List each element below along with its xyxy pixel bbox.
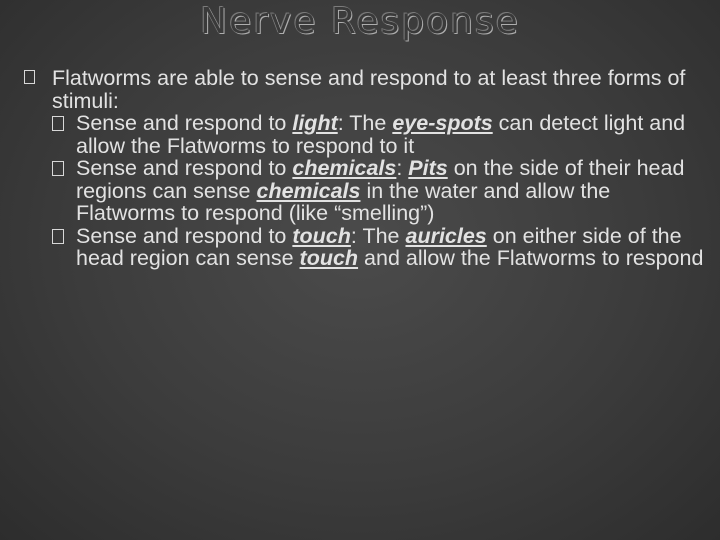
item-after-stimulus: : The bbox=[350, 223, 406, 248]
item-rest: in the water and allow the Flatworms to respond (like “smelling”) bbox=[76, 178, 611, 225]
organ-auricles: auricles bbox=[405, 223, 487, 248]
item-middle: on either side of the head region can sense bbox=[76, 223, 682, 270]
stimulus-light: light bbox=[292, 111, 338, 135]
sub-bullet-light bbox=[52, 112, 704, 157]
square-bullet-icon bbox=[24, 70, 35, 84]
stimulus-touch: touch bbox=[292, 223, 351, 248]
item-after-stimulus: : bbox=[396, 156, 409, 180]
intro-text: Flatworms are able to sense and respond to at least three forms of stimuli: bbox=[52, 66, 686, 113]
square-bullet-icon bbox=[52, 161, 64, 176]
slide-title: Nerve Response bbox=[200, 1, 520, 42]
item-middle: on the side of their head regions can sense bbox=[76, 156, 685, 203]
square-bullet-icon bbox=[52, 116, 64, 131]
item-rest: and allow the Flatworms to respond bbox=[358, 246, 704, 270]
stimulus-chemicals: chemicals bbox=[292, 156, 397, 180]
item-prefix: Sense and respond to bbox=[76, 223, 293, 248]
slide-body bbox=[24, 67, 704, 270]
organ-eye-spots: eye-spots bbox=[392, 111, 493, 135]
sub-bullet-chemicals bbox=[52, 157, 704, 225]
keyword-touch: touch bbox=[299, 246, 359, 270]
keyword-chemicals: chemicals bbox=[256, 178, 361, 203]
item-after-stimulus: : The bbox=[337, 111, 393, 135]
sub-bullet-touch bbox=[52, 225, 704, 270]
item-prefix: Sense and respond to bbox=[76, 156, 293, 180]
square-bullet-icon bbox=[52, 229, 64, 244]
bullet-intro bbox=[24, 67, 704, 270]
item-prefix: Sense and respond to bbox=[76, 111, 293, 135]
item-rest: can detect light and allow the Flatworms to respond to it bbox=[76, 111, 686, 158]
organ-pits: Pits bbox=[408, 156, 448, 180]
